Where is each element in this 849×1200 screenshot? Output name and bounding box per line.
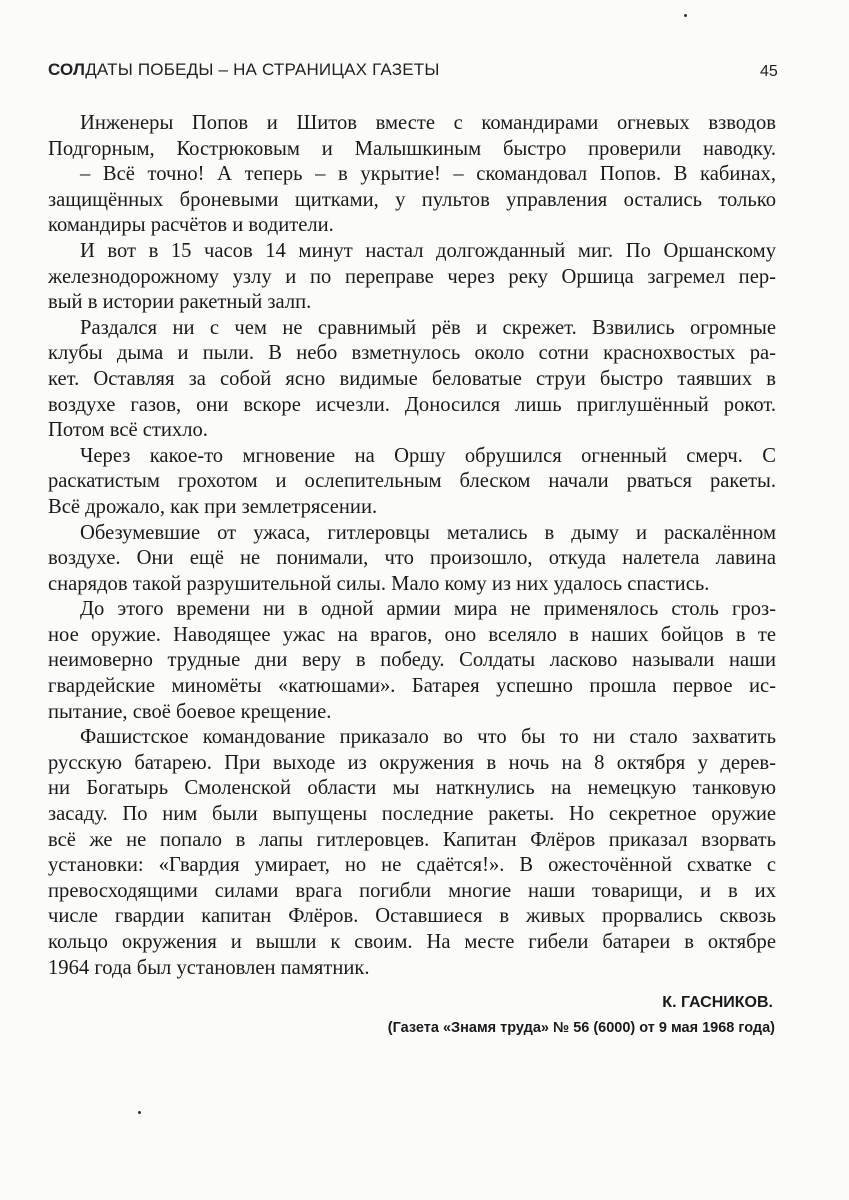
article-line: 1964 года был установлен памятник. [48, 956, 370, 979]
article-line: Раздался ни с чем не сравнимый рёв и скрежет. Взвились огромные [80, 316, 776, 339]
article-line: – Всё точно! А теперь – в укрытие! – скомандовал Попов. В кабинах, [80, 163, 776, 186]
article-line: установки: «Гвардия умирает, но не сдаётся!». В ожесточённой схватке с [48, 854, 776, 877]
article-line: неимоверно трудные дни веру в победу. Солдаты ласково называли наши [48, 649, 776, 672]
article-line: защищённых броневыми щитками, у пультов управления остались только [48, 188, 776, 211]
article-line: воздухе газов, они вскоре исчезли. Доносился лишь приглушённый рокот. [48, 393, 776, 416]
article-line: всё же не попало в лапы гитлеровцев. Капитан Флёров приказал взорвать [48, 828, 776, 851]
page-number: 45 [760, 63, 778, 80]
author-signature: К. ГАСНИКОВ. [662, 994, 773, 1011]
article-line: числе гвардии капитан Флёров. Оставшиеся в живых прорвались сквозь [48, 905, 776, 928]
article-line: железнодорожному узлу и по переправе через реку Оршица загремел пер- [48, 265, 776, 288]
article-line: Обезумевшие от ужаса, гитлеровцы метались в дыму и раскалённом [80, 521, 776, 544]
article-line: командиры расчётов и водители. [48, 214, 334, 237]
article-line: превосходящими силами врага погибли многие наши товарищи, и в их [48, 879, 776, 902]
article-line: ни Богатырь Смоленской области мы наткнулись на немецкую танковую [48, 777, 776, 800]
print-speck [138, 1111, 141, 1114]
running-header-bold: СОЛ [48, 60, 86, 79]
article-line: гвардейские миномёты «катюшами». Батарея успешно прошла первое ис- [48, 675, 776, 698]
source-citation: (Газета «Знамя труда» № 56 (6000) от 9 мая 1968 года) [387, 1020, 775, 1036]
article-line: кет. Оставляя за собой ясно видимые беловатые струи быстро таявших в [48, 367, 776, 390]
article-line: И вот в 15 часов 14 минут настал долгожданный миг. По Оршанскому [80, 239, 776, 262]
article-body [48, 111, 776, 981]
running-header-rest: ДАТЫ ПОБЕДЫ – НА СТРАНИЦАХ ГАЗЕТЫ [85, 60, 440, 79]
article-line: кольцо окружения и вышли к своим. На месте гибели батареи в октябре [48, 931, 776, 953]
article-line: Фашистское командование приказало во что бы то ни стало захватить [80, 726, 776, 749]
article-line: снарядов такой разрушительной силы. Мало кому из них удалось спастись. [48, 572, 710, 595]
article-line: Подгорным, Кострюковым и Малышкиным быстро проверили наводку. [48, 137, 776, 160]
article-line: Потом всё стихло. [48, 419, 208, 442]
article-line: воздухе. Они ещё не понимали, что произошло, откуда налетела лавина [48, 547, 776, 570]
article-line: Через какое-то мгновение на Оршу обрушился огненный смерч. С [80, 444, 776, 467]
running-header [48, 60, 440, 80]
print-speck [684, 14, 687, 17]
article-line: засаду. По ним были выпущены последние ракеты. Но секретное оружие [48, 803, 776, 826]
article-line: До этого времени ни в одной армии мира не применялось столь гроз- [80, 598, 776, 621]
article-line: вый в истории ракетный залп. [48, 291, 312, 314]
article-line: ное оружие. Наводящее ужас на врагов, оно вселяло в наших бойцов в те [48, 623, 776, 646]
article-line: Всё дрожало, как при землетрясении. [48, 495, 378, 518]
article-line: клубы дыма и пыли. В небо взметнулось около сотни краснохвостых ра- [48, 342, 776, 365]
article-line: Инженеры Попов и Шитов вместе с командирами огневых взводов [80, 112, 776, 134]
article-line: русскую батарею. При выходе из окружения в ночь на 8 октября у дерев- [48, 751, 776, 774]
article-line: пытание, своё боевое крещение. [48, 700, 332, 723]
article-line: раскатистым грохотом и ослепительным блеском начали рваться ракеты. [48, 470, 776, 493]
